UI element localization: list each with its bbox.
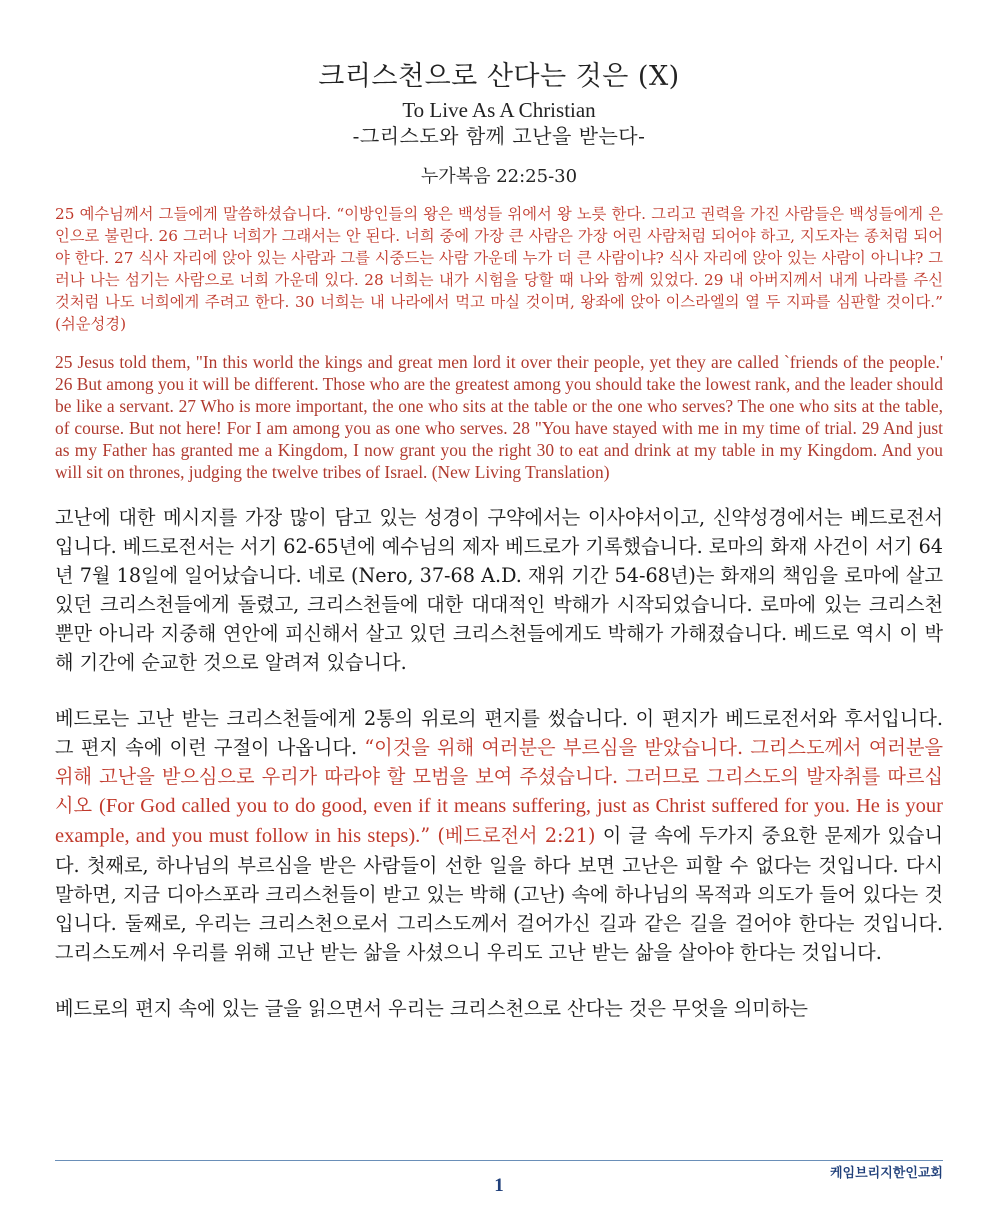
korean-subtitle: -그리스도와 함께 고난을 받는다- [352,124,646,148]
body-paragraph-2 [55,704,943,967]
footer-divider [55,1160,943,1161]
quote-citation: ” (베드로전서 2:21) [420,824,596,847]
scripture-reference: 누가복음 22:25-30 [420,166,578,187]
page-number: 1 [494,1175,504,1196]
body-paragraph-3: 베드로의 편지 속에 있는 글을 읽으면서 우리는 크리스천으로 산다는 것은 무엇을 의미하는 [55,997,808,1020]
english-scripture-passage: 25 Jesus told them, "In this world the kings and great men lord it over their people, yet they are called `friends of the people.' 26 But among you it will be different. Those who are the greatest among you should take the lowest rank, and the leader should be like a servant. 27 Who is more important, the one who sits at the table or the one who serves? The one who sits at the table, of course. But not here! For I am among you as one who serves. 28 "You have stayed with me in my time of trial. 29 And just as my Father has granted me a Kingdom, I now grant you the right 30 to eat and drink at my table in my Kingdom. And you will sit on thrones, judging the twelve tribes of Israel. (New Living Translation) [55,352,943,482]
quote-english: (For God called you to do good, even if it means suffering, just as Christ suffered for you. He is your example, and you must follow in his steps). [55,795,944,847]
paragraph-2-intro: 베드로는 고난 받는 크리스천들에게 2통의 위로의 편지를 썼습니다. 이 편지가 베드로전서와 후서입니다. 그 편지 속에 이런 구절이 나옵니다. [55,707,943,759]
body-paragraph-1: 고난에 대한 메시지를 가장 많이 담고 있는 성경이 구약에서는 이사야서이고, 신약성경에서는 베드로전서입니다. 베드로전서는 서기 62-65년에 예수님의 제자 베드로가 기록했습니다. 로마의 화재 사건이 서기 64년 7월 18일에 일어났습니다. 네로 (Nero, 37-68 A.D. 재위 기간 54-68년)는 화재의 책임을 로마에 살고 있던 크리스천들에게 돌렸고, 크리스천들에 대한 대대적인 박해가 시작되었습니다. 로마에 있는 크리스천뿐만 아니라 지중해 연안에 피신해서 살고 있던 크리스천들에게도 박해가 가해졌습니다. 베드로 역시 이 박해 기간에 순교한 것으로 알려져 있습니다. [55,506,943,674]
english-subtitle: To Live As A Christian [402,98,596,122]
page-title: 크리스천으로 산다는 것은 (X) [318,61,680,92]
korean-scripture-passage: 25 예수님께서 그들에게 말씀하셨습니다. “이방인들의 왕은 백성들 위에서 왕 노릇 한다. 그리고 권력을 가진 사람들은 백성들에게 은인으로 불린다. 26 그러나 너희가 그래서는 안 된다. 너희 중에 가장 큰 사람은 가장 어린 사람처럼 되어야 하고, 지도자는 종처럼 되어야 한다. 27 식사 자리에 앉아 있는 사람과 그를 시중드는 사람 가운데 누가 더 큰 사람이냐? 식사 자리에 앉아 있는 사람이 아니냐? 그러나 나는 섬기는 사람으로 너희 가운데 있다. 28 너희는 내가 시험을 당할 때 나와 함께 있었다. 29 내 아버지께서 내게 나라를 주신 것처럼 나도 너희에게 주려고 한다. 30 너희는 내 나라에서 먹고 마실 것이며, 왕좌에 앉아 이스라엘의 열 두 지파를 심판할 것이다.” (쉬운성경) [55,205,943,333]
church-name: 케임브리지한인교회 [829,1166,943,1181]
quote-korean: “이것을 위해 여러분은 부르심을 받았습니다. 그리스도께서 여러분을 위해 고난을 받으심으로 우리가 따라야 할 모범을 보여 주셨습니다. 그러므로 그리스도의 발자취를 따르십시오 [55,736,943,817]
paragraph-2-rest: 이 글 속에 두가지 중요한 문제가 있습니다. 첫째로, 하나님의 부르심을 받은 사람들이 선한 일을 하다 보면 고난은 피할 수 없다는 것입니다. 다시 말하면, 지금 디아스포라 크리스천들이 받고 있는 박해 (고난) 속에 하나님의 목적과 의도가 들어 있다는 것입니다. 둘째로, 우리는 크리스천으로서 그리스도께서 걸어가신 길과 같은 길을 걸어야 한다는 것입니다. 그리스도께서 우리를 위해 고난 받는 삶을 사셨으니 우리도 고난 받는 삶을 살아야 한다는 것입니다. [55,824,943,964]
document-page [55,0,943,1214]
